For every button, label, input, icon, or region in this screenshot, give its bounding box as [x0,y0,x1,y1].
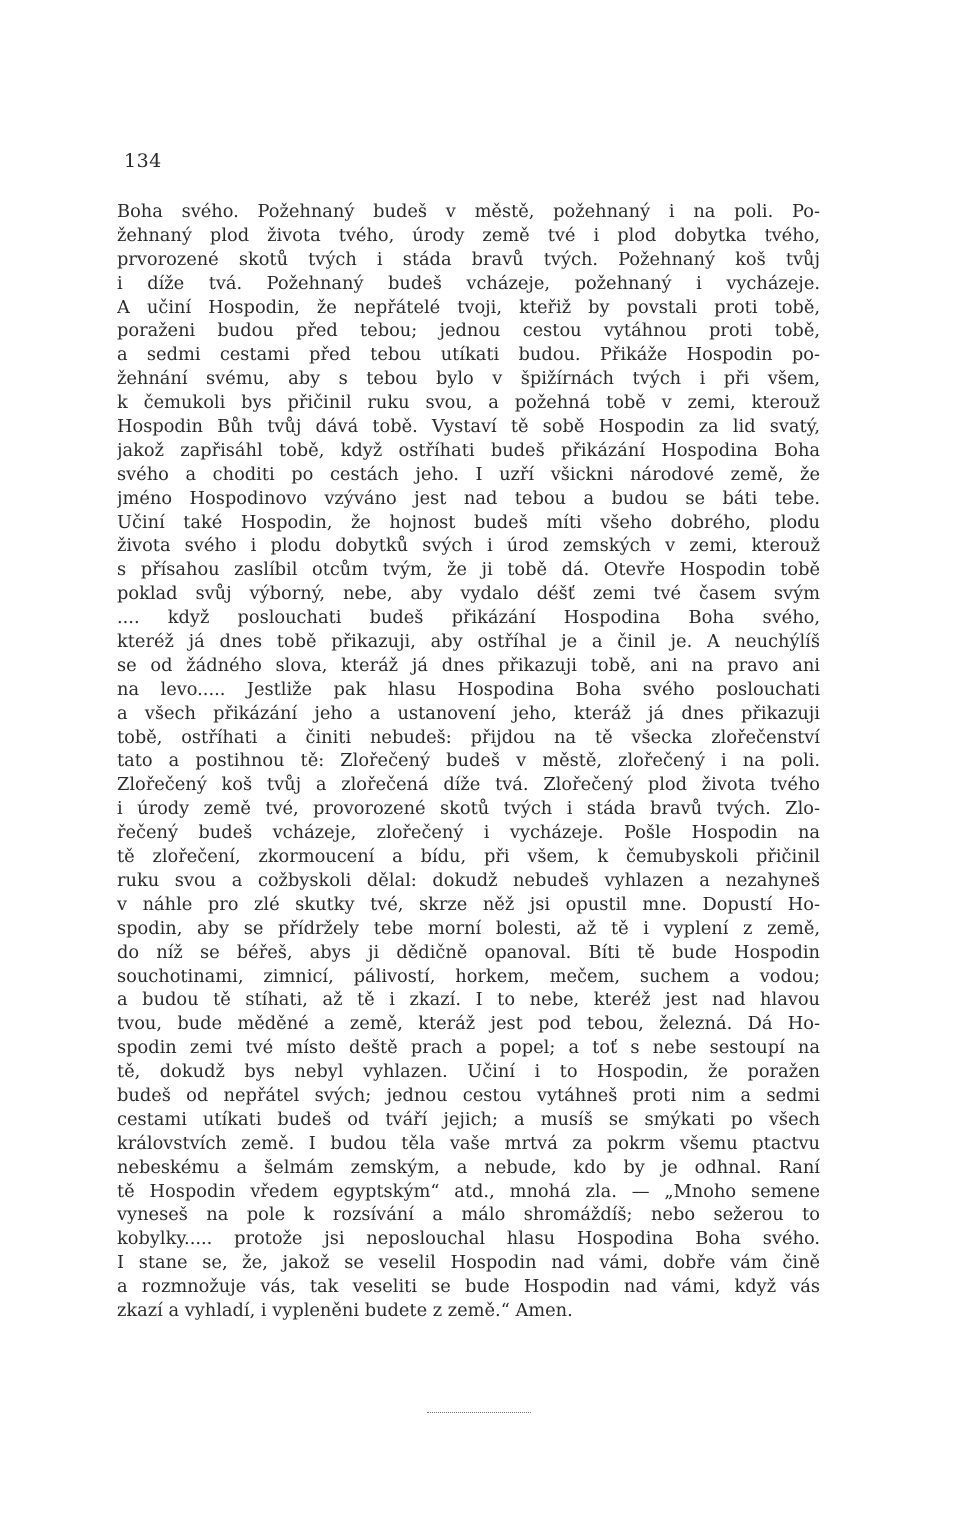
text-line: jméno Hospodinovo vzýváno jest nad tebou a budou se báti tebe. [117,487,820,509]
text-line: se od žádného slova, kteráž já dnes přikazuji tobě, ani na pravo ani [117,654,820,676]
text-line: I stane se, že, jakož se veselil Hospodin nad vámi, dobře vám čině [117,1252,820,1274]
text-line: k čemukoli bys přičinil ruku svou, a požehná tobě v zemi, kterouž [117,392,820,414]
text-line: a budou tě stíhati, až tě i zkazí. I to nebe, kteréž jest nad hlavou [117,989,820,1011]
page-number: 134 [124,150,162,172]
text-line: A učiní Hospodin, že nepřátelé tvoji, kteřiž by povstali proti tobě, [117,296,820,318]
text-line: jakož zapřisáhl tobě, když ostříhati budeš přikázání Hospodina Boha [117,439,820,461]
text-line: zkazí a vyhladí, i vypleněni budete z země.“ Amen. [117,1299,573,1321]
text-line: do níž se béřeš, abys ji dědičně opanoval. Bíti tě bude Hospodin [117,941,820,963]
text-line: na levo..... Jestliže pak hlasu Hospodina Boha svého poslouchati [117,678,820,700]
text-line: tě, dokudž bys nebyl vyhlazen. Učiní i to Hospodin, že poražen [117,1061,820,1083]
text-line: života svého i plodu dobytků svých i úrod zemských v zemi, kterouž [117,535,820,557]
text-line: svého a choditi po cestách jeho. I uzří všickni národové země, že [117,463,820,485]
text-line: Hospodin Bůh tvůj dává tobě. Vystaví tě sobě Hospodin za lid svatý, [117,416,820,438]
text-line: Zlořečený koš tvůj a zlořečená díže tvá. Zlořečený plod života tvého [117,774,820,796]
text-line: cestami utíkati budeš od tváří jejich; a musíš se smýkati po všech [117,1108,820,1130]
text-line: tobě, ostříhati a činiti nebudeš: přijdou na tě všecka zlořečenství [117,726,820,748]
text-line: tě Hospodin vředem egyptským“ atd., mnohá zla. — „Mnoho semene [117,1180,820,1202]
text-line: a rozmnožuje vás, tak veseliti se bude Hospodin nad vámi, když vás [117,1276,820,1298]
text-line: i díže tvá. Požehnaný budeš vcházeje, požehnaný i vycházeje. [117,272,820,294]
text-line: řečený budeš vcházeje, zlořečený i vycházeje. Pošle Hospodin na [117,822,820,844]
text-line: spodin zemi tvé místo deště prach a popel; a toť s nebe sestoupí na [117,1037,820,1059]
text-line: i úrody země tvé, provorozené skotů tvých i stáda bravů tvých. Zlo- [117,798,820,820]
text-line: tě zlořečení, zkormoucení a bídu, při všem, k čemubyskoli přičinil [117,846,820,868]
text-line: budeš od nepřátel svých; jednou cestou vytáhneš proti nim a sedmi [117,1084,820,1106]
body-text [117,200,820,1323]
text-line: vyneseš na pole k rozsívání a málo shromáždíš; nebo sežerou to [117,1204,820,1226]
text-line: prvorozené skotů tvých i stáda bravů tvých. Požehnaný koš tvůj [117,248,820,270]
text-line: s přísahou zaslíbil otcům tvým, že ji tobě dá. Otevře Hospodin tobě [117,559,820,581]
text-line: žehnaný plod života tvého, úrody země tvé i plod dobytka tvého, [117,224,820,246]
text-line: ruku svou a cožbyskoli dělal: dokudž nebudeš vyhlazen a nezahyneš [117,869,820,891]
text-line: a všech přikázání jeho a ustanovení jeho, kteráž já dnes přikazuji [117,702,820,724]
text-line: Boha svého. Požehnaný budeš v městě, požehnaný i na poli. Po- [117,201,820,222]
text-line: a sedmi cestami před tebou utíkati budou. Přikáže Hospodin po- [117,344,820,366]
text-line: žehnání svému, aby s tebou bylo v špižírnách tvých i při všem, [117,368,820,390]
text-line: tato a postihnou tě: Zlořečený budeš v městě, zlořečený i na poli. [117,750,820,772]
text-line: souchotinami, zimnicí, pálivostí, horkem, mečem, suchem a vodou; [117,965,820,987]
text-line: kobylky..... protože jsi neposlouchal hlasu Hospodina Boha svého. [117,1228,820,1250]
text-line: poklad svůj výborný, nebe, aby vydalo déšť zemi tvé časem svým [117,583,820,605]
text-line: kteréž já dnes tobě přikazuji, aby ostříhal je a činil je. A neuchýlíš [117,631,820,653]
text-line: tvou, bude měděné a země, kteráž jest pod tebou, železná. Dá Ho- [117,1013,820,1035]
text-line: královstvích země. I budou těla vaše mrtvá za pokrm všemu ptactvu [117,1132,820,1154]
text-line: spodin, aby se přídržely tebe morní bolesti, až tě i vyplení z země, [117,917,820,939]
text-line: Učiní také Hospodin, že hojnost budeš míti všeho dobrého, plodu [117,511,820,533]
text-line: nebeskému a šelmám zemským, a nebude, kdo by je odhnal. Raní [117,1156,820,1178]
text-line: poraženi budou před tebou; jednou cestou vytáhnou proti tobě, [117,320,820,342]
end-divider [427,1412,531,1413]
text-line: .... když poslouchati budeš přikázání Hospodina Boha svého, [117,607,820,629]
text-line: v náhle pro zlé skutky tvé, skrze něž jsi opustil mne. Dopustí Ho- [117,893,820,915]
